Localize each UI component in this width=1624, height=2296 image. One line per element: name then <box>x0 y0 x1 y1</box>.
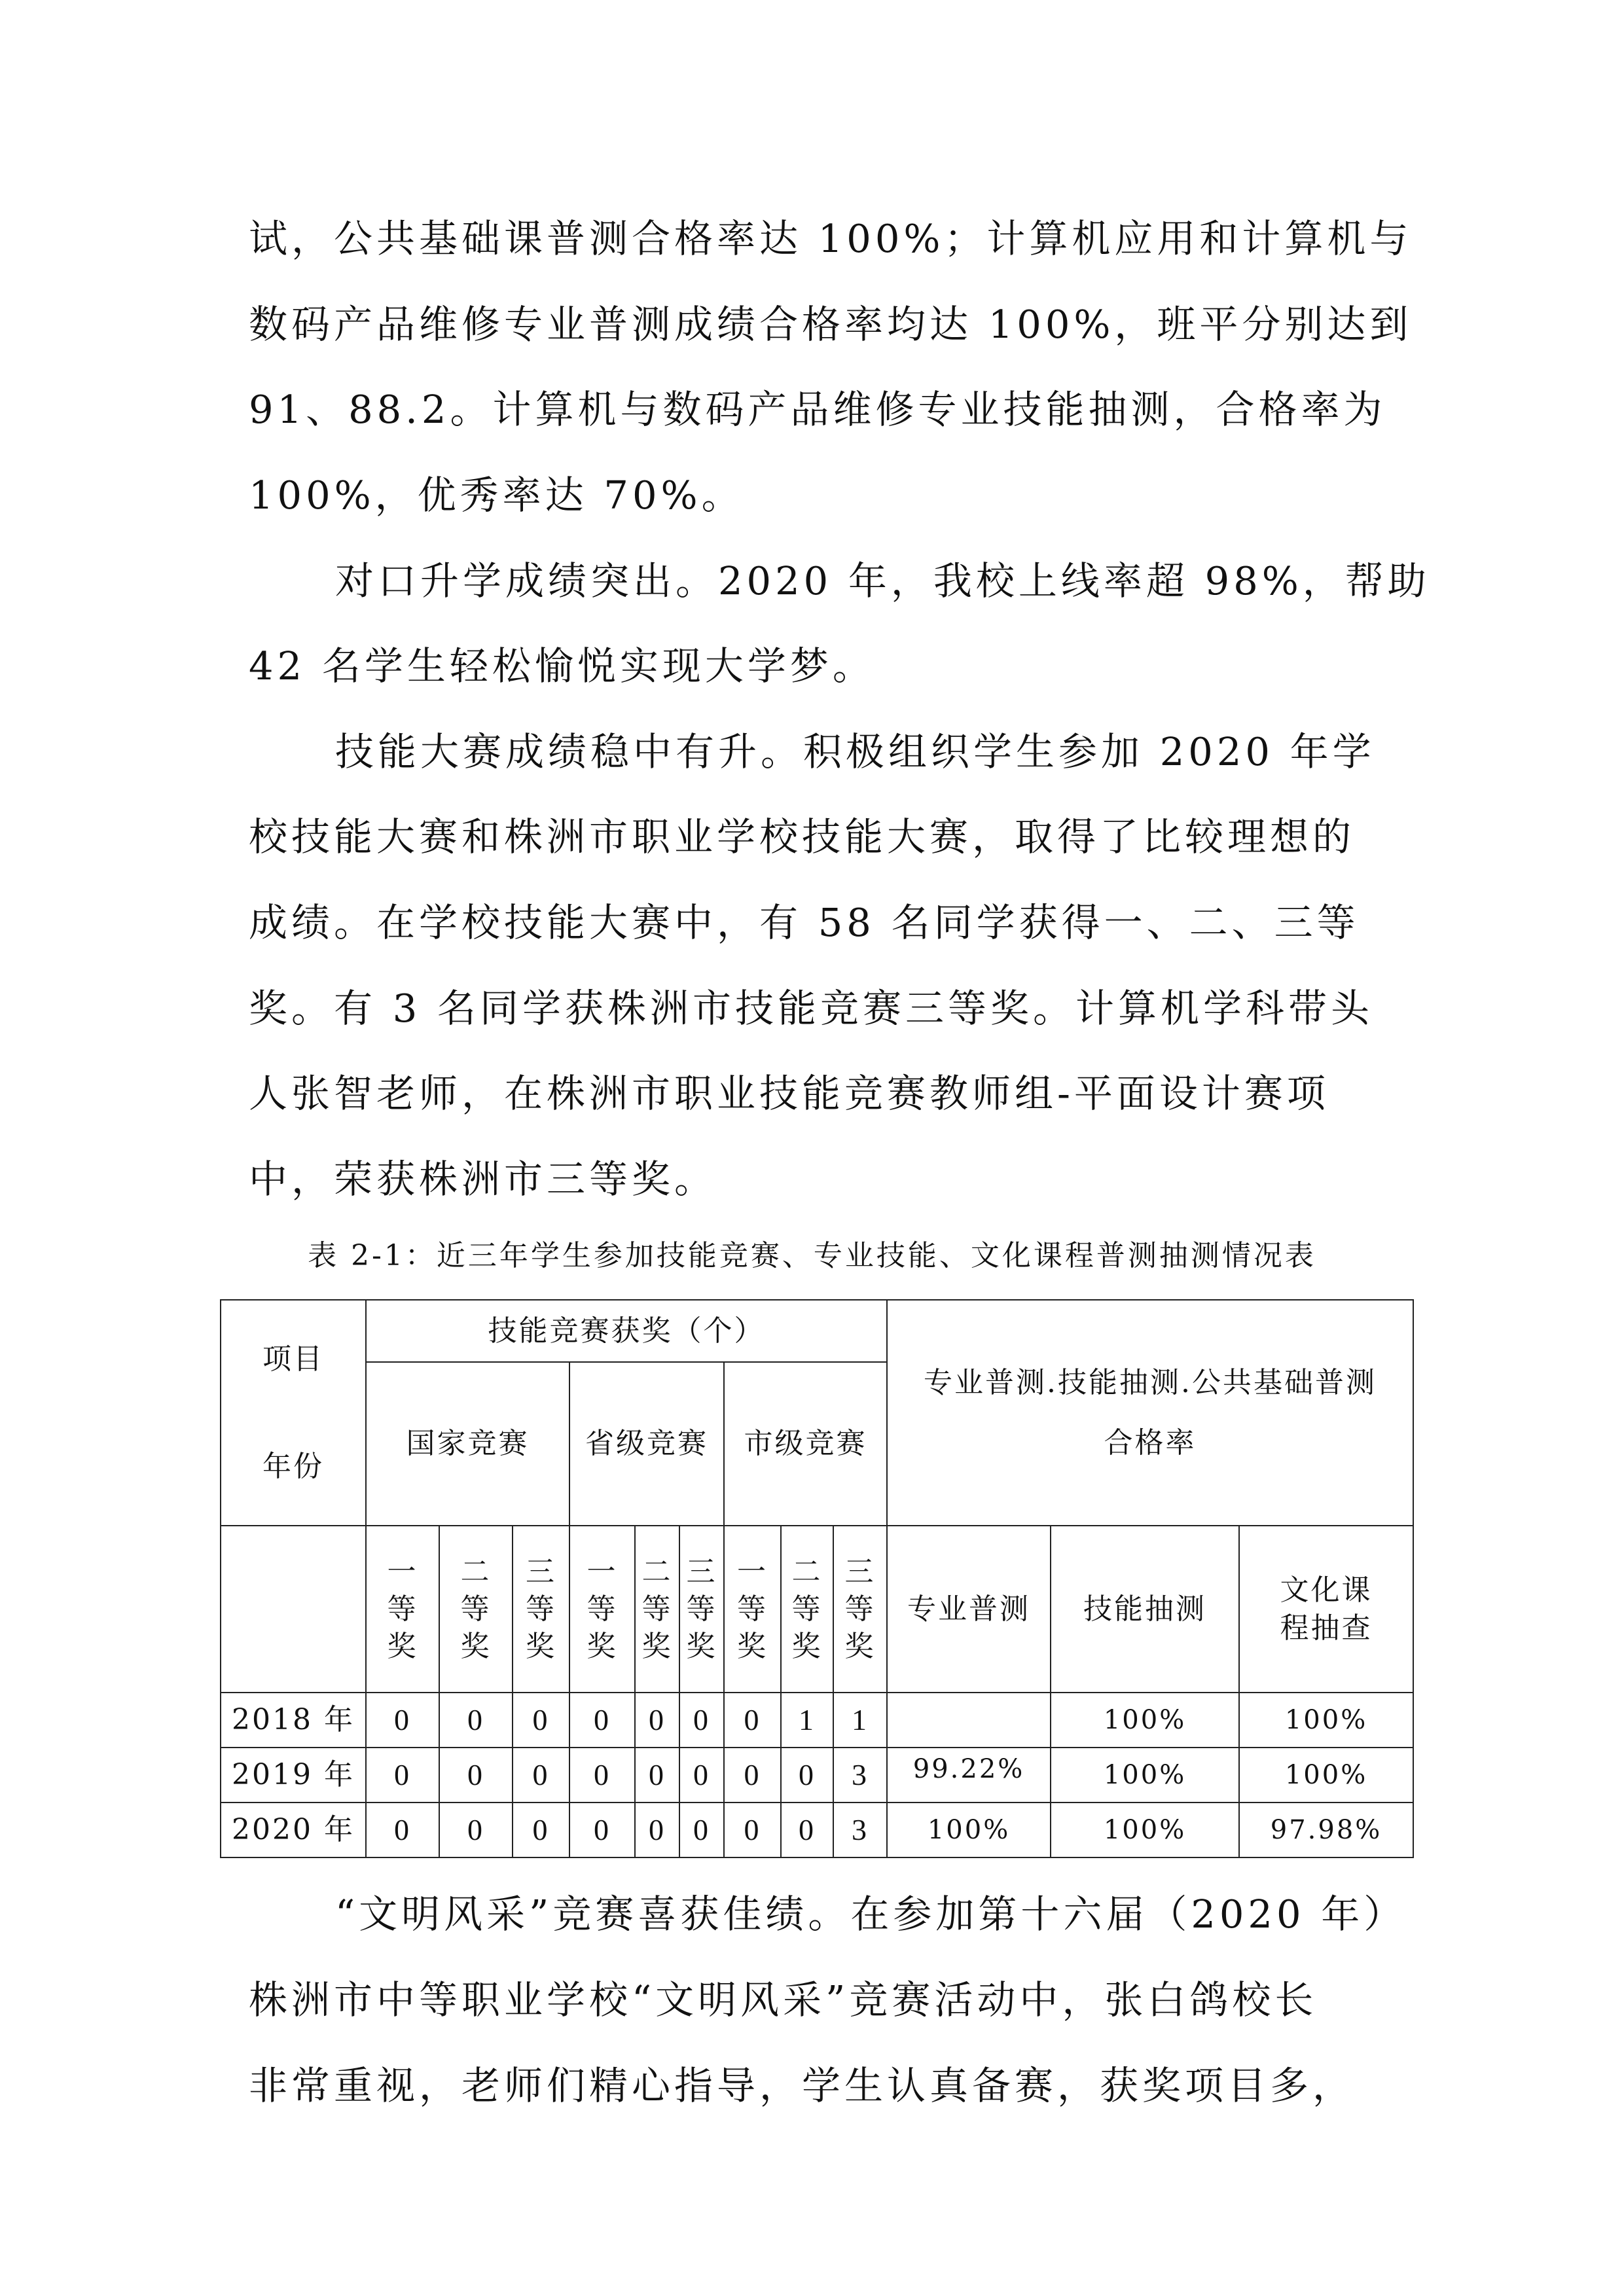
award-cell: 0 <box>439 1693 513 1748</box>
header-prize-first: 一 等 奖 <box>569 1526 635 1693</box>
award-cell: 0 <box>366 1693 439 1748</box>
award-cell: 0 <box>439 1803 513 1857</box>
award-cell: 0 <box>569 1693 635 1748</box>
award-cell: 0 <box>679 1803 724 1857</box>
award-cell: 0 <box>513 1748 569 1803</box>
rate-cell: 100% <box>1051 1693 1239 1748</box>
header-rate-culture: 文化课 程抽查 <box>1239 1526 1413 1693</box>
table-row <box>221 1803 1413 1857</box>
rate-cell: 100% <box>1239 1748 1413 1803</box>
award-cell: 0 <box>635 1803 679 1857</box>
award-cell: 0 <box>569 1803 635 1857</box>
award-cell: 0 <box>366 1803 439 1857</box>
award-cell: 0 <box>366 1748 439 1803</box>
text-line: 株洲市中等职业学校“文明风采”竞赛活动中，张白鸽校长 <box>249 1977 1318 2022</box>
award-cell: 0 <box>724 1748 781 1803</box>
text-line: 42 名学生轻松愉悦实现大学梦。 <box>249 643 875 689</box>
corner-label-year: 年份 <box>262 1449 324 1483</box>
text-line: 成绩。在学校技能大赛中，有 58 名同学获得一、二、三等 <box>249 900 1360 945</box>
text-line: 校技能大赛和株洲市职业学校技能大赛，取得了比较理想的 <box>249 814 1356 859</box>
header-level-city: 市级竞赛 <box>724 1362 887 1526</box>
year-cell: 2018 年 <box>221 1693 366 1748</box>
award-cell: 0 <box>513 1693 569 1748</box>
header-prize-third: 三 等 奖 <box>513 1526 569 1693</box>
award-cell: 0 <box>679 1693 724 1748</box>
award-cell: 3 <box>833 1748 887 1803</box>
rate-cell <box>887 1693 1051 1748</box>
rate-cell: 99.22% <box>887 1748 1051 1803</box>
rate-cell: 100% <box>887 1803 1051 1857</box>
rate-cell: 100% <box>1239 1693 1413 1748</box>
table-row <box>221 1748 1413 1803</box>
header-prize-first: 一 等 奖 <box>724 1526 781 1693</box>
award-cell: 0 <box>439 1748 513 1803</box>
award-cell: 0 <box>569 1748 635 1803</box>
corner-label-item: 项目 <box>262 1342 324 1376</box>
rate-cell: 100% <box>1051 1748 1239 1803</box>
text-line: 非常重视，老师们精心指导，学生认真备赛，获奖项目多， <box>249 2063 1356 2108</box>
year-cell: 2019 年 <box>221 1748 366 1803</box>
text-line: 91、88.2。计算机与数码产品维修专业技能抽测，合格率为 <box>249 387 1386 432</box>
header-competition-group: 技能竞赛获奖（个） <box>366 1300 887 1362</box>
text-line: 试，公共基础课普测合格率达 100%；计算机应用和计算机与 <box>249 216 1413 261</box>
award-cell: 0 <box>781 1748 833 1803</box>
text-line: “文明风采”竞赛喜获佳绩。在参加第十六届（2020 年） <box>335 1892 1407 1937</box>
header-empty-cell <box>221 1526 366 1693</box>
header-prize-first: 一 等 奖 <box>366 1526 439 1693</box>
header-prize-second: 二 等 奖 <box>439 1526 513 1693</box>
header-rate-skill: 技能抽测 <box>1051 1526 1239 1693</box>
text-line: 技能大赛成绩稳中有升。积极组织学生参加 2020 年学 <box>335 729 1375 774</box>
award-cell: 0 <box>513 1803 569 1857</box>
award-cell: 0 <box>679 1748 724 1803</box>
rate-cell: 100% <box>1051 1803 1239 1857</box>
corner-header-cell <box>221 1300 366 1526</box>
text-line: 奖。有 3 名同学获株洲市技能竞赛三等奖。计算机学科带头 <box>249 986 1374 1031</box>
award-cell: 0 <box>724 1693 781 1748</box>
award-cell: 3 <box>833 1803 887 1857</box>
text-line: 数码产品维修专业普测成绩合格率均达 100%，班平分别达到 <box>249 302 1413 347</box>
text-line: 人张智老师，在株洲市职业技能竞赛教师组-平面设计赛项 <box>249 1071 1329 1116</box>
award-cell: 0 <box>635 1748 679 1803</box>
header-rate-major: 专业普测 <box>887 1526 1051 1693</box>
year-cell: 2020 年 <box>221 1803 366 1857</box>
header-prize-third: 三 等 奖 <box>833 1526 887 1693</box>
award-cell: 0 <box>781 1803 833 1857</box>
award-cell: 0 <box>724 1803 781 1857</box>
text-line: 100%，优秀率达 70%。 <box>249 473 744 518</box>
award-cell: 1 <box>781 1693 833 1748</box>
header-rate-group: 专业普测.技能抽测.公共基础普测合格率 <box>887 1300 1413 1526</box>
header-prize-second: 二 等 奖 <box>635 1526 679 1693</box>
award-cell: 0 <box>635 1693 679 1748</box>
text-line: 中，荣获株洲市三等奖。 <box>249 1157 717 1202</box>
rate-cell: 97.98% <box>1239 1803 1413 1857</box>
award-cell: 1 <box>833 1693 887 1748</box>
header-level-national: 国家竞赛 <box>366 1362 569 1526</box>
text-line: 对口升学成绩突出。2020 年，我校上线率超 98%，帮助 <box>335 558 1430 603</box>
header-prize-second: 二 等 奖 <box>781 1526 833 1693</box>
header-level-provincial: 省级竞赛 <box>569 1362 724 1526</box>
statistics-table <box>220 1299 1414 1858</box>
header-prize-third: 三 等 奖 <box>679 1526 724 1693</box>
table-row <box>221 1693 1413 1748</box>
table-caption: 表 2-1：近三年学生参加技能竞赛、专业技能、文化课程普测抽测情况表 <box>308 1239 1316 1272</box>
